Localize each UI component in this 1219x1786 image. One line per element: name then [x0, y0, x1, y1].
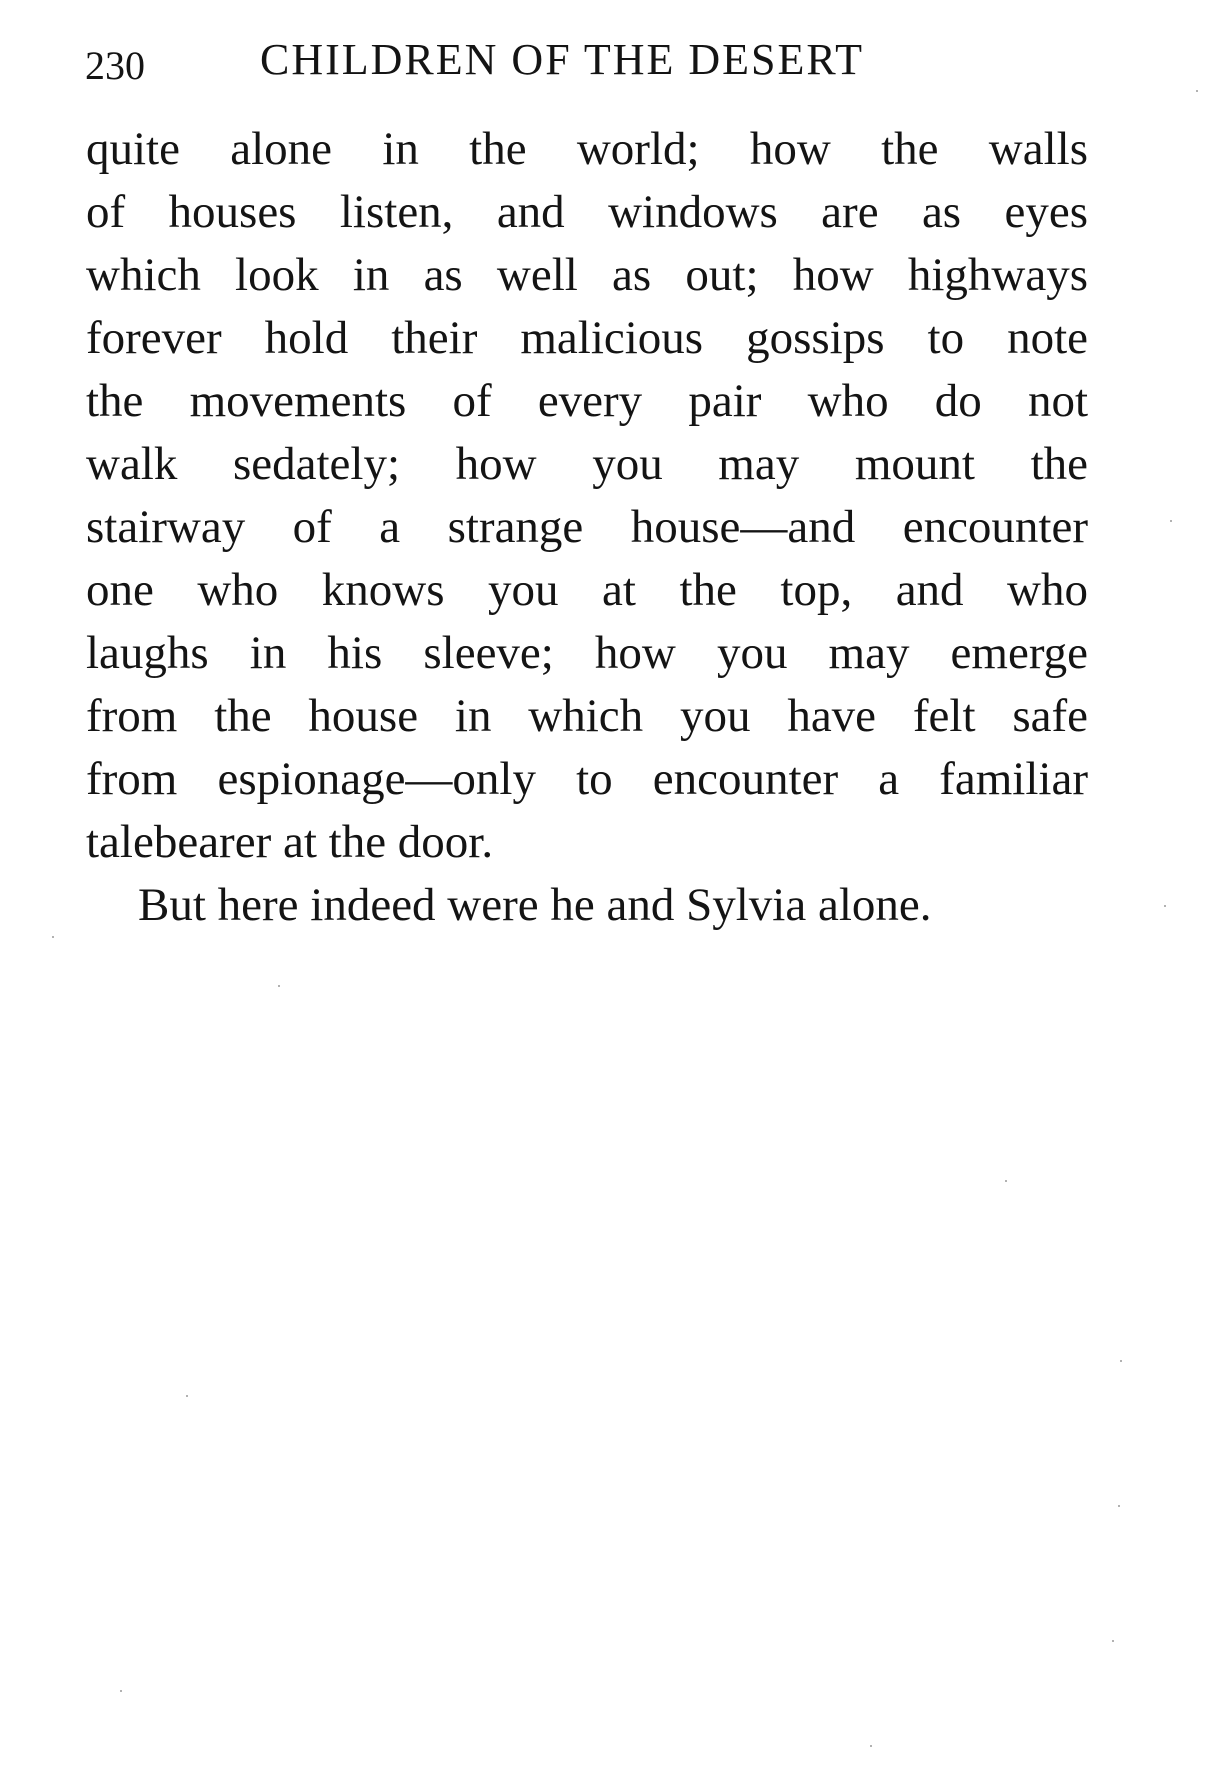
scan-speck: [1005, 1180, 1007, 1182]
text-line: from the house in which you have felt safe: [86, 690, 1088, 742]
text-line: the movements of every pair who do not: [86, 375, 1088, 427]
text-line: from espionage—only to encounter a familiar: [86, 753, 1088, 805]
text-line: laughs in his sleeve; how you may emerge: [86, 627, 1088, 679]
scan-speck: [278, 985, 280, 987]
scan-speck: [870, 1745, 872, 1747]
book-title: CHILDREN OF THE DESERT: [260, 35, 864, 84]
scan-speck: [1120, 1360, 1122, 1362]
scan-speck: [1164, 905, 1166, 907]
page-number: 230: [85, 43, 145, 88]
text-line: But here indeed were he and Sylvia alone.: [138, 879, 932, 931]
paragraph: [86, 118, 1088, 874]
text-line: walk sedately; how you may mount the: [86, 438, 1088, 490]
text-line: quite alone in the world; how the walls: [86, 123, 1088, 175]
text-line: which look in as well as out; how highways: [86, 249, 1088, 301]
scan-speck: [52, 936, 54, 938]
scan-speck: [1118, 1505, 1120, 1507]
scan-speck: [1196, 90, 1198, 92]
body-text: [86, 118, 1088, 937]
scan-speck: [1112, 1640, 1114, 1642]
text-line: of houses listen, and windows are as eyes: [86, 186, 1088, 238]
text-line: one who knows you at the top, and who: [86, 564, 1088, 616]
scan-speck: [186, 1395, 188, 1397]
running-head: [85, 30, 1085, 90]
text-line: stairway of a strange house—and encounter: [86, 501, 1088, 553]
text-line: talebearer at the door.: [86, 816, 494, 868]
scan-speck: [120, 1690, 122, 1692]
scan-speck: [1170, 520, 1172, 522]
text-line: forever hold their malicious gossips to note: [86, 312, 1088, 364]
paragraph: [86, 874, 1088, 937]
